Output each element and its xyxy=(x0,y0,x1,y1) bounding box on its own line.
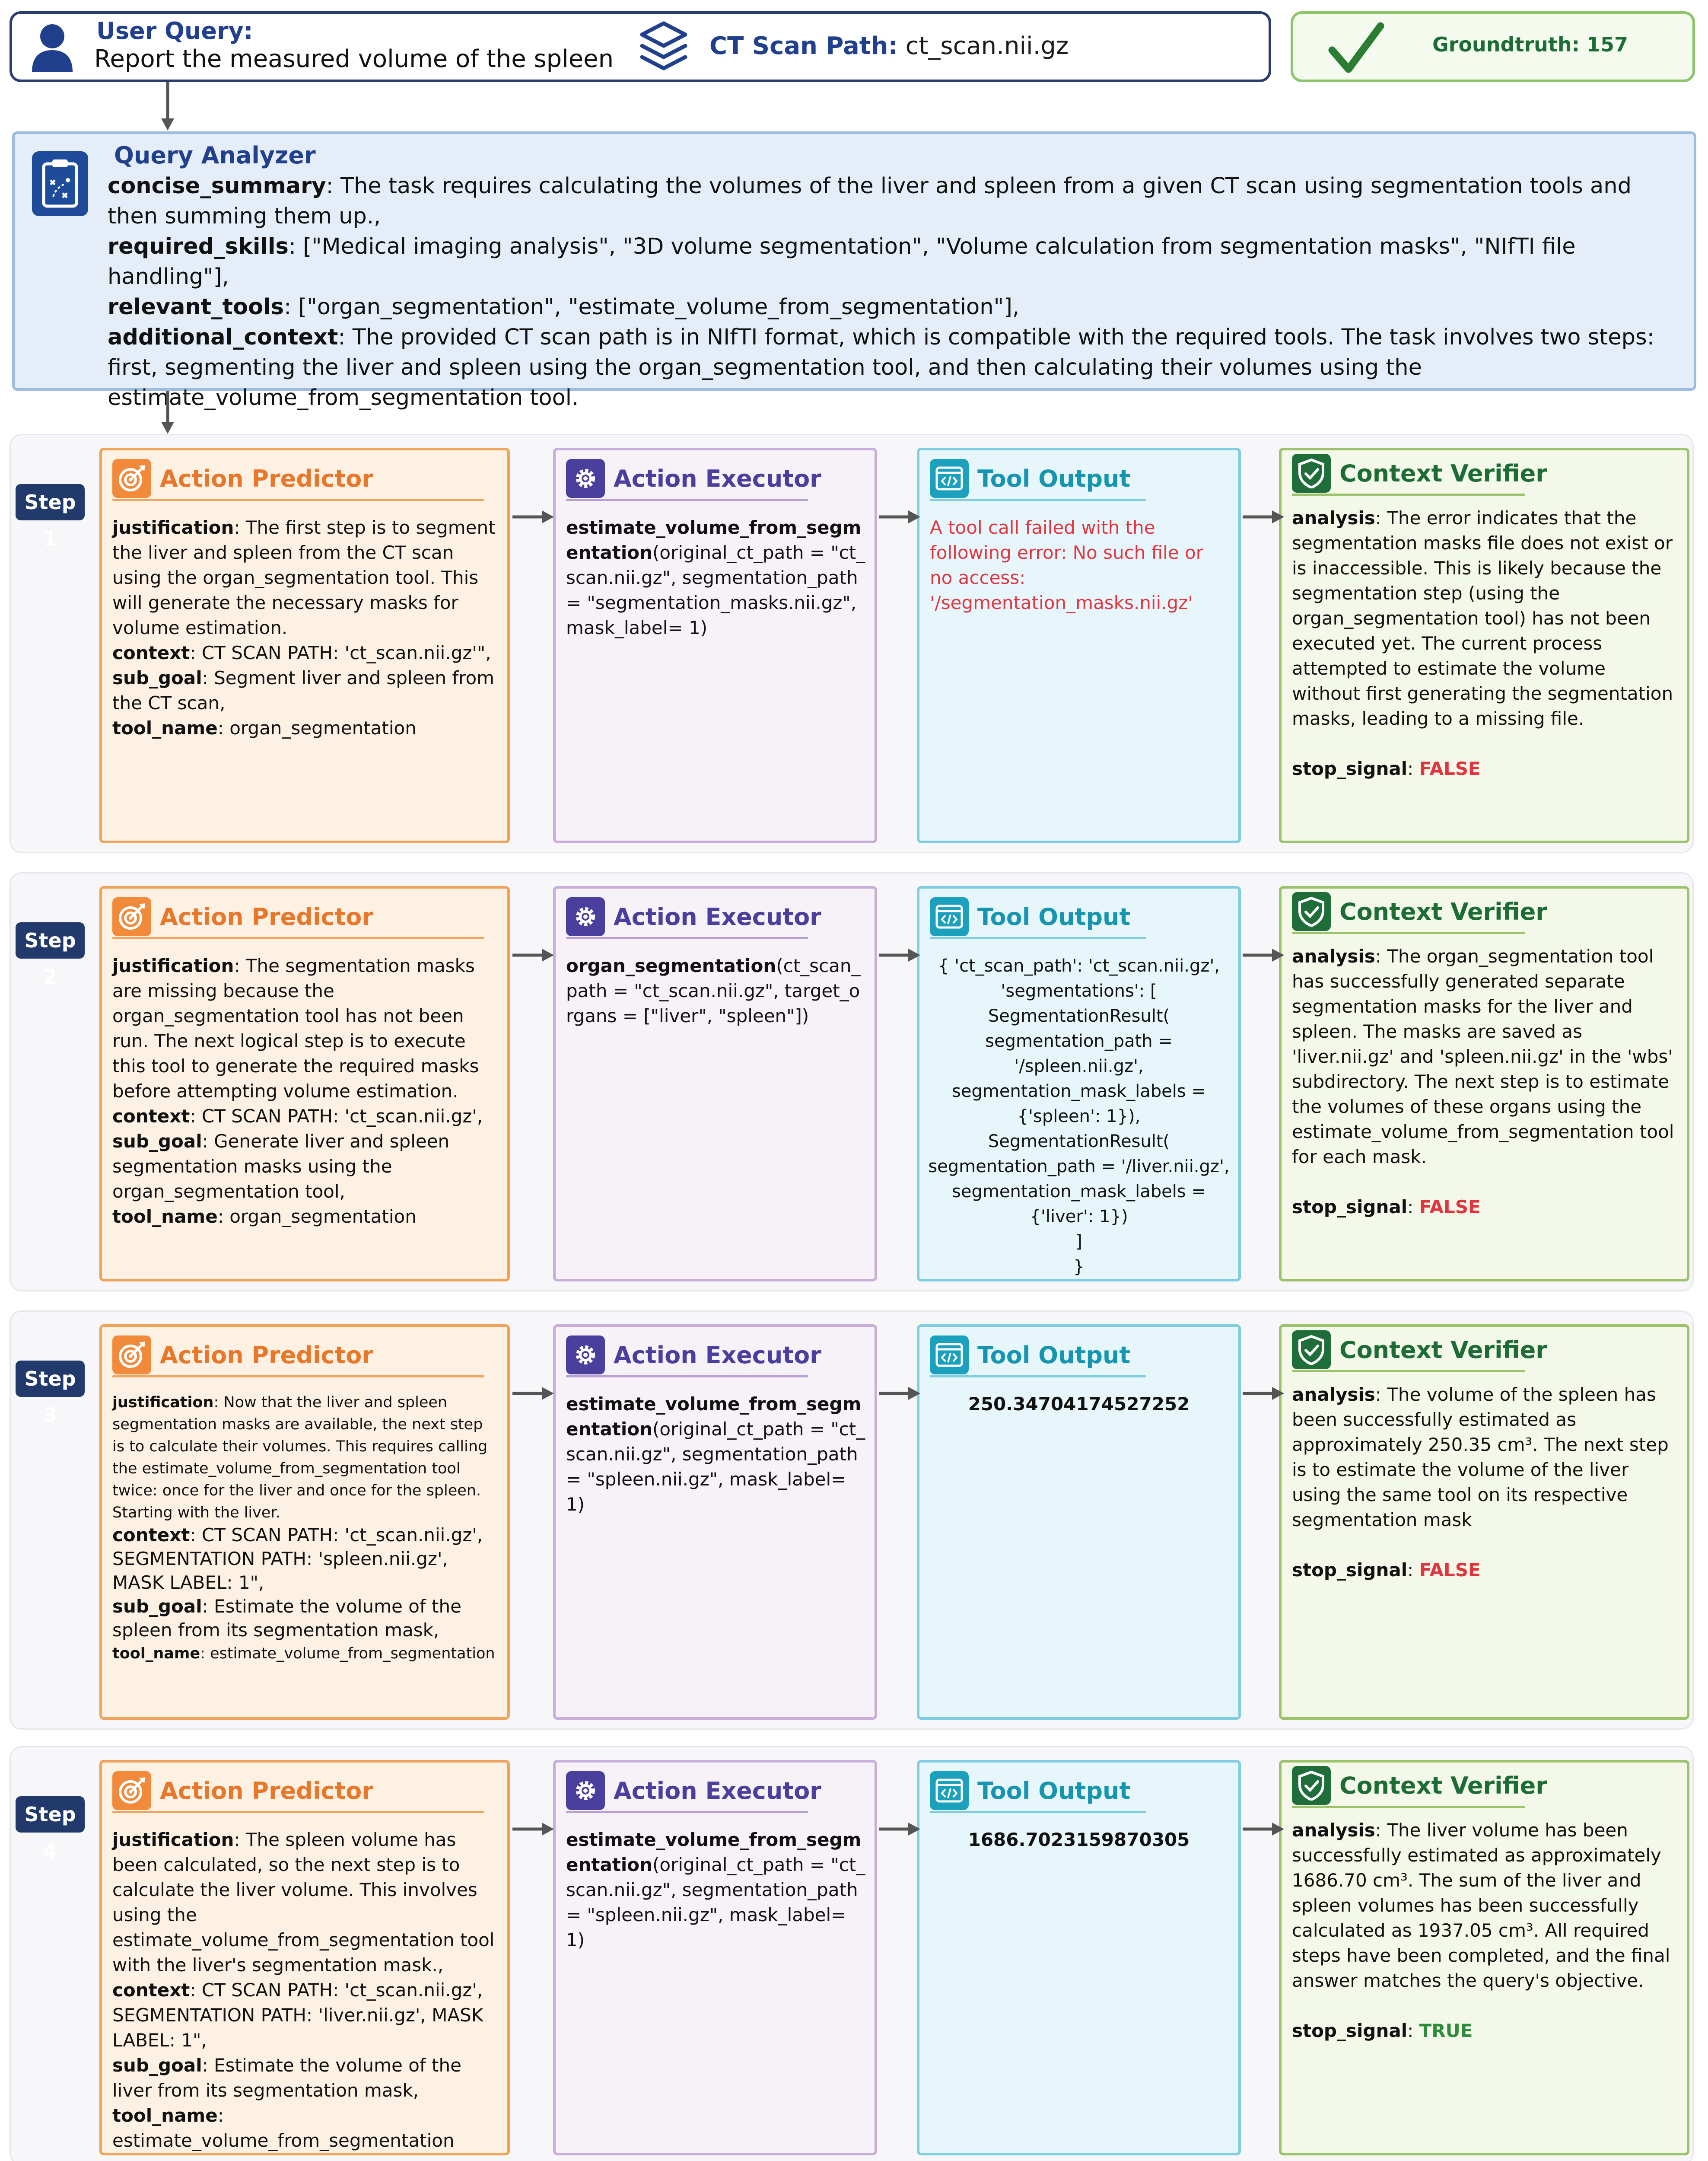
tool-output-line: segmentation_path = xyxy=(985,1031,1173,1051)
justification-key: justification xyxy=(112,517,234,538)
ct-path-value: ct_scan.nii.gz xyxy=(905,32,1069,60)
stop-signal-key: stop_signal xyxy=(1292,1559,1408,1581)
card-header xyxy=(112,1335,373,1374)
required-skills-key: required_skills xyxy=(108,234,289,259)
analysis-text: : The organ_segmentation tool has successfully generated separate segmentation masks for the liver and spleen. The masks are saved as 'liver.nii.gz' and 'spleen.nii.gz' in the 'wbs' subdirectory. The next step is to estimate the volumes of these organs using the estimate_volume_from_segmentation tool for each mask. xyxy=(1292,946,1674,1167)
analysis-key: analysis xyxy=(1292,946,1375,967)
required-skills: : ["Medical imaging analysis", "3D volume segmentation", "Volume calculation from segmentation masks", "NIfTI file handling"], xyxy=(108,234,1576,290)
action-predictor-title: Action Predictor xyxy=(160,1341,374,1369)
query-analyzer-box xyxy=(12,131,1696,411)
title-underline xyxy=(566,937,808,939)
context-verifier-title: Context Verifier xyxy=(1339,459,1547,487)
context-text: : CT SCAN PATH: 'ct_scan.nii.gz', SEGMENTATION PATH: 'spleen.nii.gz', MASK LABEL: 1", xyxy=(112,1524,483,1593)
action-executor-card xyxy=(553,1760,877,2155)
user-query-label: User Query: xyxy=(96,17,253,45)
action-predictor-body xyxy=(112,1392,499,1665)
card-header xyxy=(1292,892,1547,931)
title-underline xyxy=(566,1811,808,1813)
card-header xyxy=(1292,1330,1547,1369)
arrow-icon xyxy=(879,508,922,526)
arrow-icon xyxy=(512,1385,556,1402)
tool-name-text: : estimate_volume_from_segmentation xyxy=(200,1645,495,1662)
user-icon xyxy=(29,22,76,73)
context-verifier-title: Context Verifier xyxy=(1339,1336,1547,1364)
action-executor-body xyxy=(566,1827,866,1953)
title-underline xyxy=(930,1375,1146,1377)
groundtruth-label: Groundtruth: 157 xyxy=(1432,33,1628,56)
function-name: estimate_volume_from_segmentation xyxy=(566,1829,862,1875)
justification-text: : The first step is to segment the liver and spleen from the CT scan using the organ_segmentation tool. This will generate the necessary masks for volume estimation. xyxy=(112,517,496,638)
tool-output-card xyxy=(917,448,1241,843)
tool-output-line: { 'ct_scan_path': 'ct_scan.nii.gz', xyxy=(938,956,1220,976)
context-verifier-body: analysis: The organ_segmentation tool has successfully generated separate segmentation masks for the liver and spleen. The masks are saved as 'liver.nii.gz' and 'spleen.nii.gz' in the 'wbs' subdirectory. The next step is to estimate the volumes of these organs using the estimate_volume_from_segmentation tool for each mask. stop_signal: FALSE xyxy=(1292,946,1674,1218)
code-window-icon xyxy=(930,1335,969,1374)
relevant-tools-key: relevant_tools xyxy=(108,294,284,320)
sub-goal-text: : Estimate the volume of the liver from its segmentation mask, xyxy=(112,2055,461,2101)
action-predictor-body xyxy=(112,953,499,1229)
title-underline xyxy=(112,1811,484,1813)
title-underline xyxy=(930,937,1146,939)
card-header xyxy=(566,1335,821,1374)
action-executor-card xyxy=(553,448,877,843)
action-executor-title: Action Executor xyxy=(614,903,821,931)
code-window-icon xyxy=(930,459,969,498)
arrow-icon xyxy=(879,947,922,964)
tool-output-line: {'spleen': 1}), xyxy=(1017,1106,1141,1126)
target-icon xyxy=(112,1335,151,1374)
analysis-text: : The volume of the spleen has been successfully estimated as approximately 250.35 cm³. The next step is to estimate the volume of the liver using the same tool on its respective segmentation mask xyxy=(1292,1384,1669,1530)
action-executor-title: Action Executor xyxy=(614,465,821,492)
layers-icon xyxy=(638,20,690,74)
step-badge: Step 1 xyxy=(16,484,85,520)
card-header xyxy=(566,1771,821,1810)
title-underline xyxy=(1292,494,1525,496)
tool-output-body xyxy=(928,953,1230,1279)
context-verifier-body: analysis: The error indicates that the segmentation masks file does not exist or is inaccessible. This is likely because the segmentation step (using the organ_segmentation tool) has not been executed yet. The current process attempted to estimate the volume without first generating the segmentation masks, leading to a missing file. stop_signal: FALSE xyxy=(1292,507,1673,779)
sub-goal-text: : Generate liver and spleen segmentation masks using the organ_segmentation tool, xyxy=(112,1131,450,1202)
tool-name-text: : organ_segmentation xyxy=(217,1206,417,1227)
action-predictor-card xyxy=(99,1760,510,2155)
tool-name-key: tool_name xyxy=(112,1206,218,1227)
function-args: (ct_scan_path = "ct_scan.nii.gz", target_organs = ["liver", "spleen"]) xyxy=(566,955,861,1026)
stop-signal-key: stop_signal xyxy=(1292,758,1408,779)
stop-signal-key: stop_signal xyxy=(1292,2020,1408,2041)
shield-check-icon xyxy=(1292,892,1331,931)
context-verifier-card xyxy=(1279,1324,1689,1720)
context-verifier-body: analysis: The volume of the spleen has been successfully estimated as approximately 250.35 cm³. The next step is to estimate the volume of the liver using the same tool on its respective segmentation mask stop_signal: FALSE xyxy=(1292,1384,1669,1581)
function-name: estimate_volume_from_segmentation xyxy=(566,1393,862,1440)
tool-output-line: segmentation_path = '/liver.nii.gz', xyxy=(928,1157,1230,1176)
user-query-text: Report the measured volume of the spleen xyxy=(94,45,614,73)
action-predictor-card xyxy=(99,1324,510,1720)
title-underline xyxy=(930,1811,1146,1813)
action-predictor-title: Action Predictor xyxy=(160,1777,374,1804)
action-predictor-body xyxy=(112,1827,499,2153)
arrow-icon xyxy=(512,947,556,964)
sub-goal-text: : Segment liver and spleen from the CT scan, xyxy=(112,667,495,714)
tool-output-value: 1686.7023159870305 xyxy=(968,1829,1190,1850)
function-name: estimate_volume_from_segmentation xyxy=(566,517,862,563)
target-icon xyxy=(112,459,151,498)
context-key: context xyxy=(112,642,190,663)
analysis-key: analysis xyxy=(1292,1384,1375,1405)
context-verifier-card xyxy=(1279,886,1689,1281)
tool-output-card xyxy=(917,1760,1241,2155)
tool-output-line: SegmentationResult( xyxy=(988,1006,1170,1026)
card-header xyxy=(930,897,1130,936)
check-icon xyxy=(1328,22,1384,76)
context-verifier-title: Context Verifier xyxy=(1339,1772,1547,1799)
arrow-icon xyxy=(512,1820,556,1838)
tool-output-title: Tool Output xyxy=(977,465,1131,492)
function-args: (original_ct_path = "ct_scan.nii.gz", segmentation_path = "segmentation_masks.nii.gz", mask_label= 1) xyxy=(566,542,865,638)
context-text: : CT SCAN PATH: 'ct_scan.nii.gz', xyxy=(190,1106,483,1127)
function-args: (original_ct_path = "ct_scan.nii.gz", segmentation_path = "spleen.nii.gz", mask_label= 1) xyxy=(566,1854,865,1951)
action-executor-card xyxy=(553,1324,877,1720)
card-header xyxy=(1292,1766,1547,1805)
analysis-key: analysis xyxy=(1292,1820,1375,1841)
context-key: context xyxy=(112,1979,190,2001)
arrow-icon xyxy=(1243,947,1286,964)
tool-output-line: } xyxy=(1073,1257,1085,1277)
card-header xyxy=(112,459,373,498)
stop-signal-value: FALSE xyxy=(1419,1196,1481,1218)
action-predictor-card xyxy=(99,886,510,1281)
tool-name-key: tool_name xyxy=(112,1645,200,1662)
tool-output-card xyxy=(917,1324,1241,1720)
justification-key: justification xyxy=(112,955,234,976)
action-predictor-card xyxy=(99,448,510,843)
user-query-box xyxy=(10,11,1271,82)
action-executor-title: Action Executor xyxy=(614,1777,821,1804)
shield-check-icon xyxy=(1292,1766,1331,1805)
tool-output-error: A tool call failed with the following error: No such file or no access: '/segmentation_masks.nii.gz' xyxy=(930,517,1203,613)
title-underline xyxy=(930,499,1146,501)
step-badge: Step 2 xyxy=(16,922,85,959)
additional-context-key: additional_context xyxy=(108,325,338,350)
stop-signal-key: stop_signal xyxy=(1292,1196,1408,1218)
stop-signal-value: FALSE xyxy=(1419,1559,1481,1581)
title-underline xyxy=(1292,932,1525,934)
sub-goal-key: sub_goal xyxy=(112,2055,202,2076)
arrow-icon xyxy=(879,1820,922,1838)
title-underline xyxy=(566,499,808,501)
tool-name-key: tool_name xyxy=(112,2105,218,2126)
card-header xyxy=(566,459,821,498)
card-header xyxy=(930,459,1130,498)
tool-output-line: SegmentationResult( xyxy=(988,1131,1170,1151)
arrow-icon xyxy=(159,391,176,434)
function-name: organ_segmentation xyxy=(566,955,776,976)
tool-output-line: 'segmentations': [ xyxy=(1001,981,1157,1001)
gear-icon xyxy=(566,1771,605,1810)
analysis-text: : The liver volume has been successfully estimated as approximately 1686.70 cm³. The sum of the liver and spleen volumes has been successfully calculated as 1937.05 cm³. All required steps have been completed, and the final answer matches the query's objective. xyxy=(1292,1820,1670,1991)
justification-key: justification xyxy=(112,1829,234,1850)
title-underline xyxy=(112,499,484,501)
title-underline xyxy=(1292,1370,1525,1372)
stop-signal-value: TRUE xyxy=(1419,2020,1473,2041)
action-predictor-title: Action Predictor xyxy=(160,465,374,492)
tool-name-text: : organ_segmentation xyxy=(217,717,417,739)
title-underline xyxy=(566,1375,808,1377)
query-analyzer-title: Query Analyzer xyxy=(114,142,316,169)
title-underline xyxy=(1292,1806,1525,1808)
concise-summary-key: concise_summary xyxy=(108,173,326,199)
code-window-icon xyxy=(930,1771,969,1810)
justification-key: justification xyxy=(112,1394,214,1411)
title-underline xyxy=(112,937,484,939)
tool-output-line: {'liver': 1}) xyxy=(1030,1207,1128,1227)
target-icon xyxy=(112,897,151,936)
action-executor-title: Action Executor xyxy=(614,1341,821,1369)
action-executor-body xyxy=(566,515,866,641)
card-header xyxy=(930,1771,1130,1810)
arrow-icon xyxy=(1243,1385,1286,1402)
context-verifier-body: analysis: The liver volume has been successfully estimated as approximately 1686.70 cm³. The sum of the liver and spleen volumes has been successfully calculated as 1937.05 cm³. All required steps have been completed, and the final answer matches the query's objective. stop_signal: TRUE xyxy=(1292,1820,1670,2041)
code-window-icon xyxy=(930,897,969,936)
card-header xyxy=(930,1335,1130,1374)
card-header xyxy=(112,1771,373,1810)
arrow-icon xyxy=(1243,1820,1286,1838)
context-verifier-card xyxy=(1279,448,1689,843)
relevant-tools: : ["organ_segmentation", "estimate_volume_from_segmentation"], xyxy=(283,294,1020,320)
context-text: : CT SCAN PATH: 'ct_scan.nii.gz', SEGMENTATION PATH: 'liver.nii.gz', MASK LABEL: 1", xyxy=(112,1979,483,2051)
step-badge: Step 4 xyxy=(16,1796,85,1833)
analysis-key: analysis xyxy=(1292,507,1375,529)
sub-goal-text: : Estimate the volume of the spleen from its segmentation mask, xyxy=(112,1596,461,1641)
context-verifier-card xyxy=(1279,1760,1689,2155)
context-key: context xyxy=(112,1524,190,1546)
card-header xyxy=(1292,454,1547,493)
ct-path xyxy=(709,32,1069,60)
tool-output-title: Tool Output xyxy=(977,1777,1131,1804)
action-executor-card xyxy=(553,886,877,1281)
query-analyzer-body xyxy=(108,171,1685,413)
sub-goal-key: sub_goal xyxy=(112,667,202,688)
tool-output-line: segmentation_mask_labels = xyxy=(952,1081,1206,1101)
clipboard-icon xyxy=(32,151,88,216)
card-header xyxy=(566,897,821,936)
target-icon xyxy=(112,1771,151,1810)
tool-name-key: tool_name xyxy=(112,717,218,739)
analysis-text: : The error indicates that the segmentation masks file does not exist or is inaccessible. This is likely because the segmentation step (using the organ_segmentation tool) has not been executed yet. The current process attempted to estimate the volume without first generating the segmentation masks, leading to a missing file. xyxy=(1292,507,1673,729)
title-underline xyxy=(112,1375,484,1377)
tool-output-card xyxy=(917,886,1241,1281)
action-executor-body xyxy=(566,1392,866,1517)
tool-name-text: estimate_volume_from_segmentation xyxy=(112,2130,455,2151)
context-verifier-title: Context Verifier xyxy=(1339,898,1547,925)
arrow-icon xyxy=(879,1385,922,1402)
justification-text: : The segmentation masks are missing because the organ_segmentation tool has not been run. The next logical step is to execute this tool to generate the required masks before attempting volume estimation. xyxy=(112,955,479,1102)
tool-output-title: Tool Output xyxy=(977,1341,1131,1369)
ct-path-label: CT Scan Path: xyxy=(709,32,898,60)
stop-signal-value: FALSE xyxy=(1419,758,1481,779)
arrow-icon xyxy=(1243,508,1286,526)
context-key: context xyxy=(112,1106,190,1127)
sub-goal-key: sub_goal xyxy=(112,1131,202,1152)
gear-icon xyxy=(566,897,605,936)
tool-output-line: '/spleen.nii.gz', xyxy=(1014,1056,1144,1076)
arrow-icon xyxy=(512,508,556,526)
shield-check-icon xyxy=(1292,454,1331,493)
action-predictor-title: Action Predictor xyxy=(160,903,374,931)
additional-context: : The provided CT scan path is in NIfTI format, which is compatible with the required tools. The task involves two steps: first, segmenting the liver and spleen using the organ_segmentation tool, and then calculating their volumes using the estimate_volume_from_segmentation tool. xyxy=(108,325,1654,411)
shield-check-icon xyxy=(1292,1330,1331,1369)
action-predictor-body xyxy=(112,515,499,741)
gear-icon xyxy=(566,1335,605,1374)
action-executor-body xyxy=(566,953,866,1029)
concise-summary: : The task requires calculating the volumes of the liver and spleen from a given CT scan using segmentation tools and then summing them up., xyxy=(108,173,1632,229)
tool-output-title: Tool Output xyxy=(977,903,1131,931)
arrow-icon xyxy=(159,82,176,132)
justification-text: : The spleen volume has been calculated, so the next step is to calculate the liver volume. This involves using the estimate_volume_from_segmentation tool with the liver's segmentation mask., xyxy=(112,1829,495,1976)
gear-icon xyxy=(566,459,605,498)
tool-output-line: ] xyxy=(1075,1232,1082,1252)
context-text: : CT SCAN PATH: 'ct_scan.nii.gz'", xyxy=(190,642,491,663)
justification-text: : Now that the liver and spleen segmentation masks are available, the next step is to calculate their volumes. This requires calling the estimate_volume_from_segmentation tool twice: once for the liver and once for the spleen. Starting with the liver. xyxy=(112,1394,488,1521)
card-header xyxy=(112,897,373,936)
tool-name-text: : xyxy=(217,2105,224,2126)
tool-output-value: 250.34704174527252 xyxy=(968,1393,1190,1415)
sub-goal-key: sub_goal xyxy=(112,1596,202,1617)
function-args: (original_ct_path = "ct_scan.nii.gz", segmentation_path = "spleen.nii.gz", mask_label= 1) xyxy=(566,1418,865,1515)
groundtruth-box xyxy=(1291,11,1695,82)
tool-output-line: segmentation_mask_labels = xyxy=(952,1182,1206,1202)
step-badge: Step 3 xyxy=(16,1361,85,1397)
